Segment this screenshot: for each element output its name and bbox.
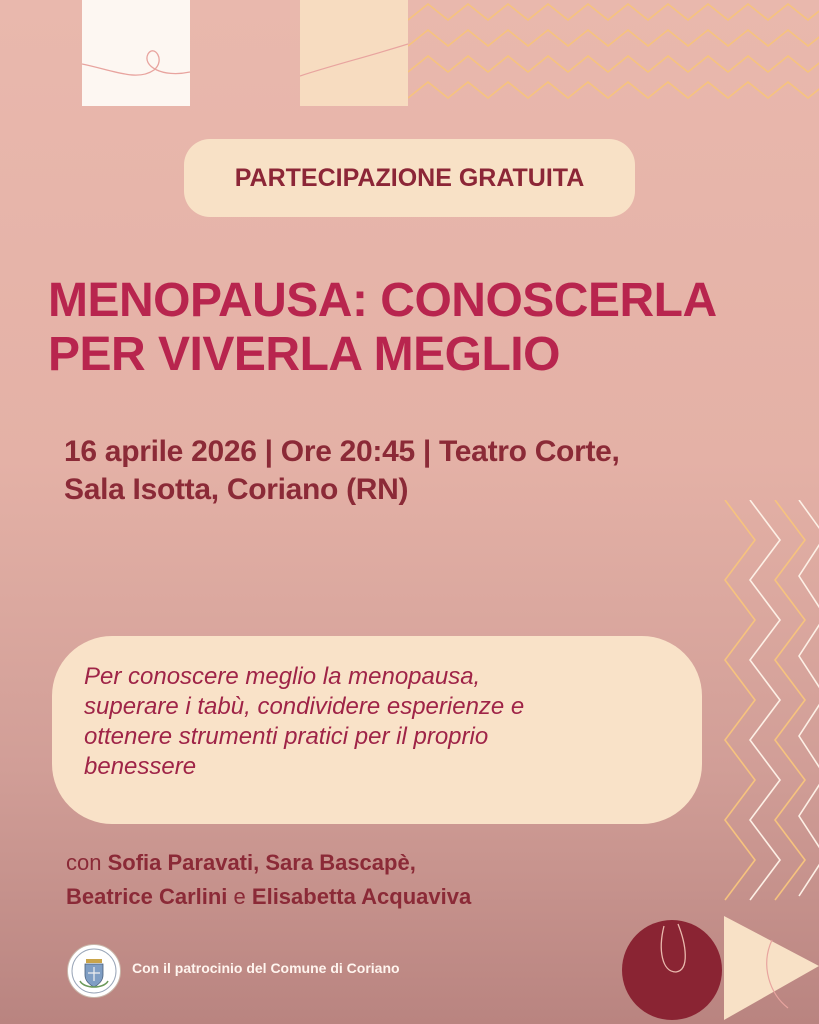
zigzag-decoration-top — [408, 0, 819, 110]
line-decoration — [300, 0, 408, 106]
speaker-name: Sara Bascapè — [265, 850, 410, 875]
speakers-prefix: con — [66, 850, 102, 875]
badge-label: PARTECIPAZIONE GRATUITA — [234, 163, 585, 192]
speaker-name: Beatrice Carlini — [66, 884, 228, 909]
description-box — [52, 636, 702, 824]
squiggle-line-decoration — [82, 0, 190, 106]
description-line-4: benessere — [84, 753, 197, 780]
event-date-location — [64, 433, 764, 509]
speakers-list — [66, 846, 626, 914]
separator: , — [409, 850, 416, 875]
event-info-line-2: Sala Isotta, Coriano (RN) — [64, 473, 409, 506]
description-text — [84, 662, 674, 782]
zigzag-decoration-right — [715, 500, 819, 910]
decorative-white-square — [82, 0, 190, 106]
speaker-name: Elisabetta Acquaviva — [251, 884, 472, 909]
event-title — [48, 274, 808, 382]
speakers-conjunction: e — [233, 884, 246, 909]
description-line-3: ottenere strumenti pratici per il proprio — [84, 723, 489, 750]
title-line-1: MENOPAUSA: CONOSCERLA — [48, 274, 717, 327]
description-line-1: Per conoscere meglio la menopausa, — [84, 663, 481, 690]
decorative-cream-square — [300, 0, 408, 106]
separator: , — [253, 850, 260, 875]
coat-of-arms-icon — [68, 945, 120, 997]
red-circle-shape — [622, 920, 722, 1020]
comune-coriano-logo — [67, 944, 121, 998]
title-line-2: PER VIVERLA MEGLIO — [48, 328, 560, 381]
speaker-name: Sofia Paravati — [107, 850, 254, 875]
patronage-text: Con il patrocinio del Comune di Coriano — [132, 960, 400, 976]
cream-triangle-shape — [724, 916, 819, 1020]
event-info-line-1: 16 aprile 2026 | Ore 20:45 | Teatro Corte, — [64, 435, 620, 468]
shapes-decoration-bottom — [620, 910, 819, 1024]
description-line-2: superare i tabù, condividere esperienze e — [84, 693, 525, 720]
free-participation-badge — [184, 139, 635, 217]
